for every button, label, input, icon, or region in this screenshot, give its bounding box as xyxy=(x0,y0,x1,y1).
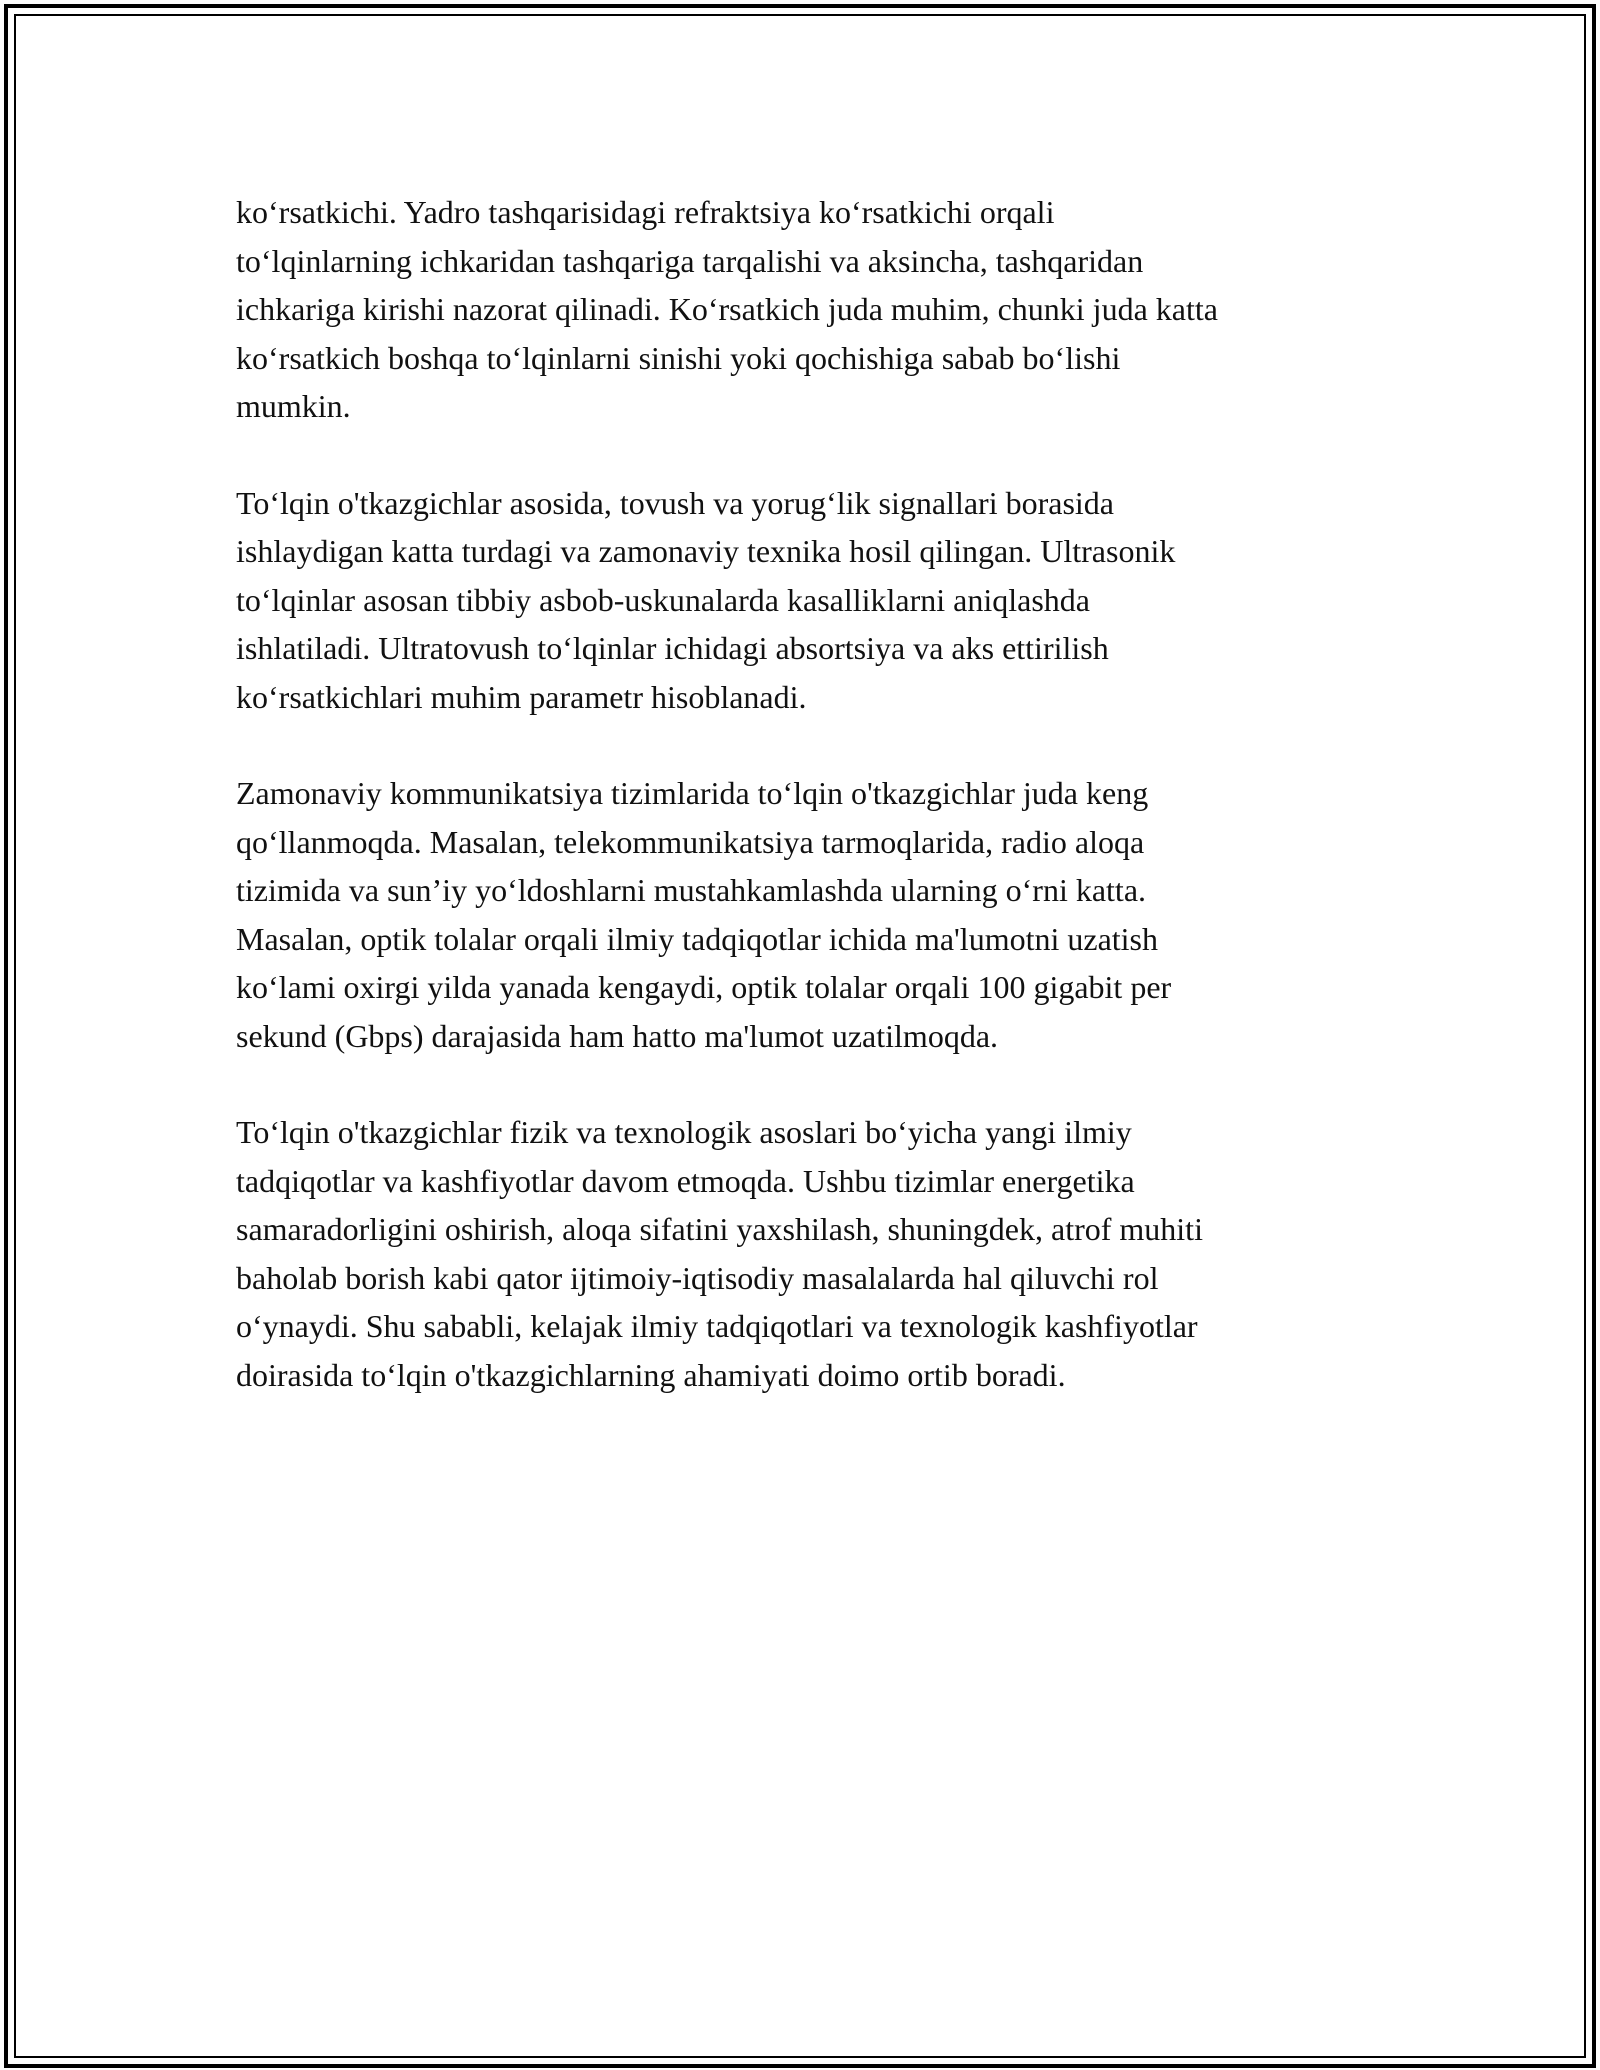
paragraph-4 xyxy=(236,1108,1376,1399)
text-line: qo‘llanmoqda. Masalan, telekommunikatsiya tarmoqlarida, radio aloqa xyxy=(236,823,1145,860)
text-line: to‘lqinlarning ichkaridan tashqariga tarqalishi va aksincha, tashqaridan xyxy=(236,242,1144,279)
text-line: baholab borish kabi qator ijtimoiy-iqtisodiy masalalarda hal qiluvchi rol xyxy=(236,1259,1159,1296)
text-line: tizimida va sun’iy yo‘ldoshlarni mustahkamlashda ularning o‘rni katta. xyxy=(236,872,1147,908)
document-body xyxy=(236,188,1376,1447)
text-line: ishlatiladi. Ultratovush to‘lqinlar ichidagi absortsiya va aks ettirilish xyxy=(236,630,1109,666)
text-line: to‘lqinlar asosan tibbiy asbob-uskunalarda kasalliklarni aniqlashda xyxy=(236,581,1090,618)
text-line: To‘lqin o'tkazgichlar fizik va texnologik asoslari bo‘yicha yangi ilmiy xyxy=(236,1114,1132,1150)
text-line: ko‘rsatkichlari muhim parametr hisoblanadi. xyxy=(236,678,807,715)
paragraph-3 xyxy=(236,769,1376,1060)
text-line: ichkariga kirishi nazorat qilinadi. Ko‘rsatkich juda muhim, chunki juda katta xyxy=(236,291,1218,327)
text-line: ko‘rsatkich boshqa to‘lqinlarni sinishi yoki qochishiga sabab bo‘lishi xyxy=(236,339,1121,376)
text-line: sekund (Gbps) darajasida ham hatto ma'lumot uzatilmoqda. xyxy=(236,1017,999,1054)
text-line: samaradorligini oshirish, aloqa sifatini yaxshilash, shuningdek, atrof muhiti xyxy=(236,1211,1203,1247)
text-line: tadqiqotlar va kashfiyotlar davom etmoqda. Ushbu tizimlar energetika xyxy=(236,1162,1135,1199)
text-line: ko‘lami oxirgi yilda yanada kengaydi, optik tolalar orqali 100 gigabit per xyxy=(236,969,1172,1005)
paragraph-1 xyxy=(236,188,1376,431)
text-line: ishlaydigan katta turdagi va zamonaviy texnika hosil qilingan. Ultrasonik xyxy=(236,533,1176,569)
text-line: o‘ynaydi. Shu sababli, kelajak ilmiy tadqiqotlari va texnologik kashfiyotlar xyxy=(236,1308,1198,1344)
text-line: Zamonaviy kommunikatsiya tizimlarida to‘lqin o'tkazgichlar juda keng xyxy=(236,775,1149,811)
text-line: doirasida to‘lqin o'tkazgichlarning ahamiyati doimo ortib boradi. xyxy=(236,1356,1066,1393)
paragraph-2 xyxy=(236,479,1376,722)
text-line: mumkin. xyxy=(236,388,351,424)
text-line: Masalan, optik tolalar orqali ilmiy tadqiqotlar ichida ma'lumotni uzatish xyxy=(236,920,1158,957)
text-line: ko‘rsatkichi. Yadro tashqarisidagi refraktsiya ko‘rsatkichi orqali xyxy=(236,194,1055,230)
text-line: To‘lqin o'tkazgichlar asosida, tovush va yorug‘lik signallari borasida xyxy=(236,484,1114,521)
